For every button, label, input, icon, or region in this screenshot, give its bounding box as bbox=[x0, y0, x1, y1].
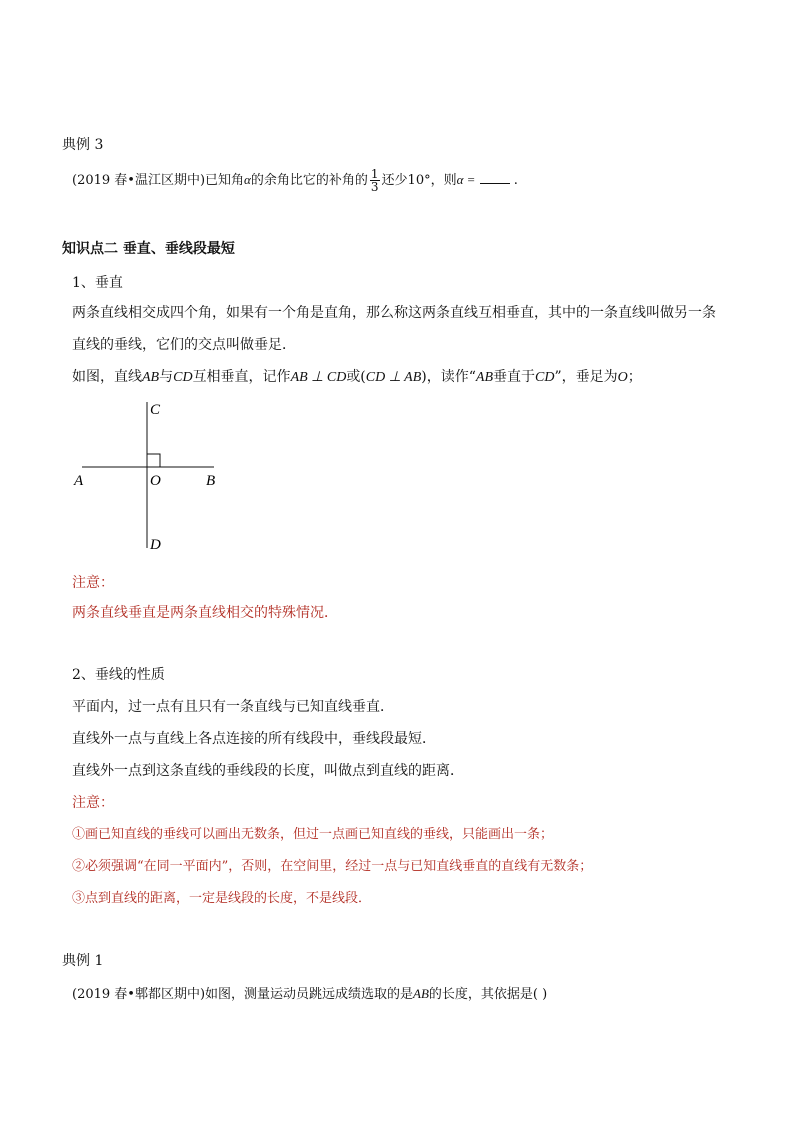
example3-text-b: 的余角比它的补角的 bbox=[250, 173, 368, 188]
example3-question bbox=[72, 168, 518, 193]
property-3: 直线外一点到这条直线的垂线段的长度，叫做点到直线的距离． bbox=[72, 763, 464, 779]
perpendicular-figure bbox=[60, 390, 240, 560]
note1-text: 两条直线垂直是两条直线相交的特殊情况． bbox=[72, 605, 338, 621]
property-1: 平面内，过一点有且只有一条直线与已知直线垂直． bbox=[72, 699, 394, 715]
intro-text-a: 如图，直线 bbox=[72, 369, 142, 385]
note1-title: 注意： bbox=[72, 575, 114, 591]
alpha-symbol: α bbox=[244, 172, 251, 187]
subheading-perpendicular: 1、垂直 bbox=[72, 275, 123, 291]
right-angle-mark bbox=[147, 454, 160, 467]
intro-text-e: )，读作“ bbox=[421, 369, 476, 385]
one-third-fraction bbox=[370, 168, 380, 193]
notation-ab-perp-cd: AB ⊥ CD bbox=[290, 370, 347, 385]
figure-intro bbox=[72, 366, 642, 386]
note2-item-3: ③点到直线的距离，一定是线段的长度，不是线段． bbox=[72, 891, 372, 906]
subheading-perpendicular-properties: 2、垂线的性质 bbox=[72, 667, 165, 683]
note2-item-1: ①画已知直线的垂线可以画出无数条，但过一点画已知直线的垂线，只能画出一条； bbox=[72, 827, 554, 842]
point-b-label: B bbox=[206, 473, 216, 489]
property-2: 直线外一点与直线上各点连接的所有线段中，垂线段最短． bbox=[72, 731, 436, 747]
example1-question bbox=[72, 983, 547, 1002]
degree-value: 10° bbox=[407, 173, 431, 188]
example1-text-b: 的长度，其依据是( ) bbox=[428, 987, 548, 1002]
line-cd-label: CD bbox=[173, 370, 193, 385]
example1-text-a: (2019 春•郫都区期中)如图，测量运动员跳远成绩选取的是 bbox=[72, 987, 414, 1002]
line-ab-label: AB bbox=[142, 370, 160, 385]
example3-title: 典例 3 bbox=[62, 137, 104, 153]
intro-text-f: 垂直于 bbox=[493, 369, 536, 385]
point-a-label: A bbox=[74, 473, 84, 489]
example3-end: . bbox=[513, 173, 518, 188]
intro-text-c: 互相垂直，记作 bbox=[192, 369, 291, 385]
intro-text-h: ； bbox=[627, 369, 642, 385]
note2-title: 注意： bbox=[72, 795, 114, 811]
fraction-numerator: 1 bbox=[370, 167, 379, 181]
example3-text-d: ，则 bbox=[430, 173, 457, 188]
notation-cd-perp-ab: CD ⊥ AB bbox=[365, 370, 422, 385]
note2-item-2: ②必须强调“在同一平面内”，否则，在空间里，经过一点与已知直线垂直的直线有无数条； bbox=[72, 859, 593, 874]
example3-text-c: 还少 bbox=[381, 173, 408, 188]
example1-ab: AB bbox=[413, 986, 429, 1001]
alpha-equals: α = bbox=[456, 172, 476, 187]
definition-line-1: 两条直线相交成四个角，如果有一个角是直角，那么称这两条直线互相垂直，其中的一条直线叫做另一条 bbox=[72, 305, 716, 321]
point-o-label: O bbox=[150, 473, 161, 489]
point-c-label: C bbox=[150, 402, 161, 418]
example3-source: (2019 春•温江区期中) bbox=[72, 173, 206, 188]
example3-text-a: 已知角 bbox=[205, 173, 245, 188]
section-heading: 知识点二 垂直、垂线段最短 bbox=[62, 241, 235, 257]
intro-text-g: ”，垂足为 bbox=[554, 369, 618, 385]
read-ab: AB bbox=[475, 370, 494, 385]
foot-label: O bbox=[617, 370, 628, 385]
definition-line-2: 直线的垂线，它们的交点叫做垂足． bbox=[72, 337, 296, 353]
read-cd: CD bbox=[535, 370, 555, 385]
point-d-label: D bbox=[150, 537, 161, 553]
answer-blank bbox=[480, 171, 510, 184]
example1-title: 典例 1 bbox=[62, 953, 104, 969]
intro-text-d: 或( bbox=[346, 369, 366, 385]
fraction-denominator: 3 bbox=[370, 180, 379, 194]
intro-text-b: 与 bbox=[159, 369, 174, 385]
